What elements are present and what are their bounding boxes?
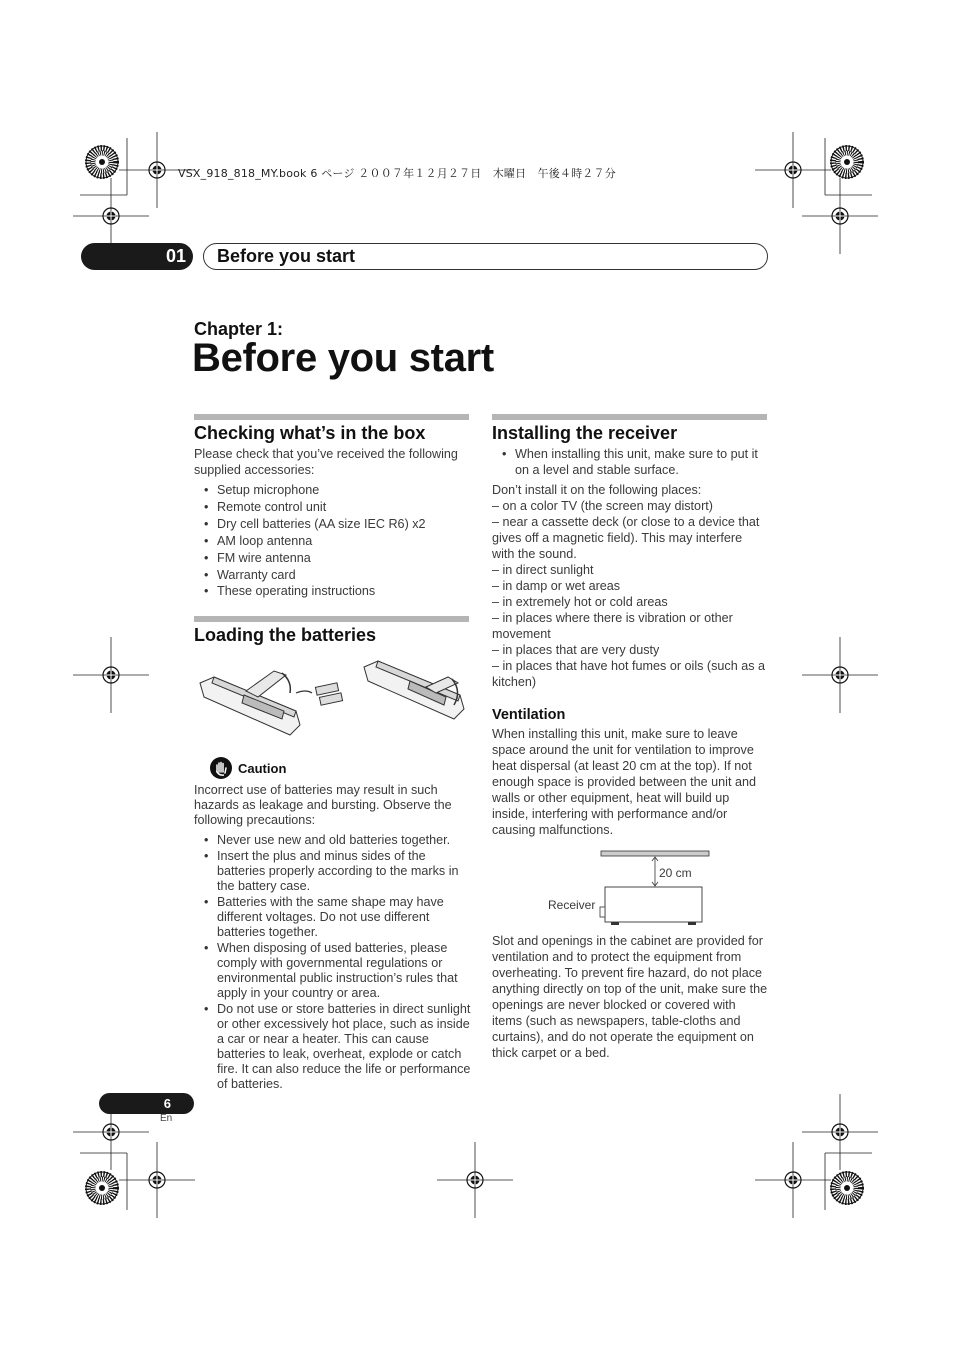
caution-label: Caution (238, 761, 287, 776)
caution-hand-icon (209, 756, 233, 780)
list-item: • Batteries with the same shape may have different voltages. Do not use different batteries together. (194, 895, 474, 940)
slot-openings-text: Slot and openings in the cabinet are provided for ventilation and to protect the equipment from overheating. To prevent fire hazard, do not place anything directly on top of the unit, make sure the openings are never blocked or covered with items (such as newspapers, table-cloths and curtains), and do not operate the equipment on thick carpet or a bed. (492, 934, 768, 1060)
section-rule (492, 414, 767, 420)
list-item: • These operating instructions (194, 583, 474, 600)
list-item: • Dry cell batteries (AA size IEC R6) x2 (194, 516, 474, 533)
clearance-label: 20 cm (659, 866, 692, 880)
list-item: – near a cassette deck (or close to a device that gives off a magnetic field). This may interfere with the sound. (492, 515, 760, 561)
page-language: En (160, 1113, 173, 1124)
ventilation-text: When installing this unit, make sure to leave space around the unit for ventilation to improve heat dispersal (at least 20 cm at the top). If not enough space is provided between the unit and walls or other equipment, heat will build up inside, interfering with performance and/or causing malfunctions. (492, 727, 756, 837)
section-rule (194, 616, 469, 622)
list-item: • Remote control unit (194, 499, 474, 516)
install-bullet-list (492, 446, 768, 478)
list-item: – in places where there is vibration or other movement (492, 611, 733, 641)
list-item: • When installing this unit, make sure to put it on a level and stable surface. (492, 446, 768, 478)
install-heading: Installing the receiver (492, 423, 678, 443)
battery-loading-illustration (196, 655, 468, 745)
section-rule (194, 414, 469, 420)
list-item: Don’t install it on the following places: (492, 483, 702, 497)
print-header: VSX_918_818_MY.book 6 ページ ２００７年１２月２７日 木曜日 午後４時２７分 (178, 167, 616, 180)
batteries-heading: Loading the batteries (194, 625, 377, 645)
ventilation-diagram (540, 848, 720, 928)
list-item: – in places that are very dusty (492, 643, 660, 657)
list-item: • Warranty card (194, 567, 474, 584)
receiver-label: Receiver (548, 898, 596, 912)
list-item: – in damp or wet areas (492, 579, 621, 593)
box-intro: Please check that you’ve received the following supplied accessories: (194, 447, 458, 477)
list-item: • Insert the plus and minus sides of the batteries properly according to the marks in the battery case. (194, 849, 474, 894)
list-item: • When disposing of used batteries, please comply with governmental regulations or environmental public instruction’s rules that apply in your country or area. (194, 941, 474, 1001)
list-item: • Setup microphone (194, 482, 474, 499)
chapter-tab-title: Before you start (217, 246, 356, 266)
box-heading: Checking what’s in the box (194, 423, 426, 443)
caution-list (194, 833, 474, 1093)
list-item: – in extremely hot or cold areas (492, 595, 668, 609)
ventilation-heading: Ventilation (492, 707, 566, 723)
list-item: • Do not use or store batteries in direct sunlight or other excessively hot place, such as inside a car or near a heater. This can cause batteries to leak, overheat, explode or catch fire. It can also reduce the life or performance of batteries. (194, 1002, 474, 1092)
list-item: – on a color TV (the screen may distort) (492, 499, 713, 513)
page-title: Before you start (192, 336, 494, 380)
list-item: • AM loop antenna (194, 533, 474, 550)
caution-intro: Incorrect use of batteries may result in such hazards as leakage and bursting. Observe the following precautions: (194, 783, 452, 827)
chapter-number: 01 (165, 246, 186, 266)
list-item: • FM wire antenna (194, 550, 474, 567)
list-item: • Never use new and old batteries together. (194, 833, 474, 848)
list-item: – in direct sunlight (492, 563, 594, 577)
list-item: – in places that have hot fumes or oils (such as a kitchen) (492, 659, 766, 689)
chapter-label: Chapter 1: (194, 319, 284, 339)
dont-install-list (492, 482, 768, 690)
box-contents-list (194, 482, 474, 600)
page-number: 6 (163, 1096, 171, 1111)
